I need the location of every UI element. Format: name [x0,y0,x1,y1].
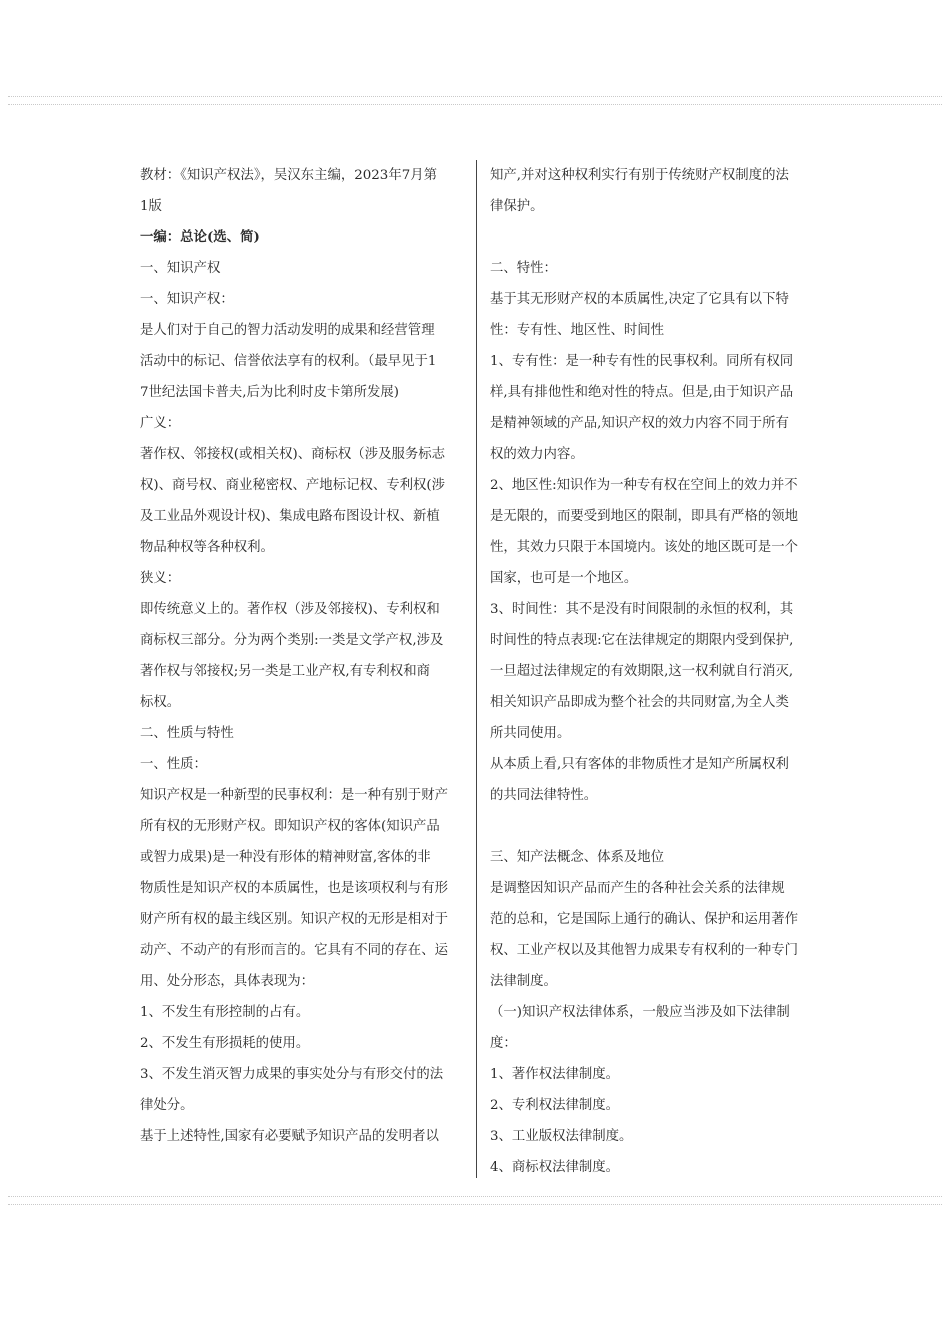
text-line: 即传统意义上的。著作权（涉及邻接权)、专利权和 [140,602,440,617]
footer-dotted-rule-2 [8,1204,942,1205]
blank-line [490,811,820,842]
text-line: 物品种权等各种权利。 [140,540,274,555]
text-line: 权、工业产权以及其他智力成果专有权利的一种专门 [490,943,798,958]
text-line: 所共同使用。 [490,726,571,741]
text-line: 样,具有排他性和绝对性的特点。但是,由于知识产品 [490,385,794,400]
right-text-column [490,160,820,1183]
footer-dotted-rule [8,1196,942,1197]
text-line: 及工业品外观设计权)、集成电路布图设计权、新植 [140,509,440,524]
text-line: 是无限的，而要受到地区的限制，即具有严格的领地 [490,509,798,524]
text-line: 律保护。 [490,199,544,214]
left-text-column [140,160,465,1152]
text-line: 范的总和，它是国际上通行的确认、保护和运用著作 [490,912,798,927]
text-line: 物质性是知识产权的本质属性，也是该项权利与有形 [140,881,448,896]
text-line: 度： [490,1036,517,1051]
text-line: 1、专有性：是一种专有性的民事权利。同所有权同 [490,354,794,369]
text-line: 7世纪法国卡普夫,后为比利时皮卡第所发展) [140,385,400,400]
text-line: 3、不发生消灭智力成果的事实处分与有形交付的法 [140,1067,444,1082]
text-line: 时间性的特点表现:它在法律规定的期限内受到保护, [490,633,794,648]
text-line: 性，其效力只限于本国境内。该处的地区既可是一个 [490,540,798,555]
subheading: 二、性质与特性 [140,726,234,741]
text-line: 基于其无形财产权的本质属性,决定了它具有以下特 [490,292,789,307]
text-line: 著作权与邻接权;另一类是工业产权,有专利权和商 [140,664,430,679]
text-line: 商标权三部分。分为两个类别:一类是文学产权,涉及 [140,633,444,648]
text-line: 广义： [140,416,181,431]
text-line: 权的效力内容。 [490,447,584,462]
column-divider [476,160,477,1178]
text-line: 教材：《知识产权法》，吴汉东主编，2023年7月第 [140,168,438,183]
text-line: 律处分。 [140,1098,194,1113]
text-line: 相关知识产品即成为整个社会的共同财富,为全人类 [490,695,789,710]
text-line: 权)、商号权、商业秘密权、产地标记权、专利权(涉 [140,478,446,493]
text-line: 用、处分形态，具体表现为： [140,974,315,989]
text-line: 3、时间性：其不是没有时间限制的永恒的权利，其 [490,602,794,617]
text-line: 是人们对于自己的智力活动发明的成果和经营管理 [140,323,435,338]
text-line: 3、工业版权法律制度。 [490,1129,633,1144]
text-line: 是调整因知识产品而产生的各种社会关系的法律规 [490,881,785,896]
text-line: 2、不发生有形损耗的使用。 [140,1036,310,1051]
text-line: 是精神领域的产品,知识产权的效力内容不同于所有 [490,416,789,431]
text-line: 或智力成果)是一种没有形体的精神财富,客体的非 [140,850,431,865]
subheading: 一、性质： [140,757,207,772]
text-line: 从本质上看,只有客体的非物质性才是知产所属权利 [490,757,789,772]
text-line: 4、商标权法律制度。 [490,1160,620,1175]
subheading: 一、知识产权： [140,292,234,307]
subheading: 二、特性： [490,261,557,276]
text-line: 知识产权是一种新型的民事权利：是一种有别于财产 [140,788,448,803]
header-dotted-rule-2 [8,104,942,105]
text-line: 财产所有权的最主线区别。知识产权的无形是相对于 [140,912,448,927]
text-line: 2、专利权法律制度。 [490,1098,620,1113]
text-line: 基于上述特性,国家有必要赋予知识产品的发明者以 [140,1129,439,1144]
section-heading: 一编：总论(选、简) [140,229,260,245]
text-line: 1、著作权法律制度。 [490,1067,620,1082]
subheading: 三、知产法概念、体系及地位 [490,850,665,865]
text-line: （一)知识产权法律体系，一般应当涉及如下法律制 [490,1005,790,1020]
text-line: 的共同法律特性。 [490,788,598,803]
text-line: 狭义： [140,571,181,586]
text-line: 标权。 [140,695,181,710]
text-line: 国家，也可是一个地区。 [490,571,638,586]
blank-line [490,222,820,253]
subheading: 一、知识产权 [140,261,221,276]
text-line: 一旦超过法律规定的有效期限,这一权利就自行消灭, [490,664,794,679]
text-line: 法律制度。 [490,974,557,989]
text-line: 动产、不动产的有形而言的。它具有不同的存在、运 [140,943,448,958]
text-line: 1、不发生有形控制的占有。 [140,1005,310,1020]
text-line: 所有权的无形财产权。即知识产权的客体(知识产品 [140,819,440,834]
text-line: 1版 [140,199,162,214]
text-line: 2、地区性:知识作为一种专有权在空间上的效力并不 [490,478,798,493]
text-line: 性：专有性、地区性、时间性 [490,323,665,338]
header-dotted-rule [8,96,942,97]
text-line: 活动中的标记、信誉依法享有的权利。（最早见于1 [140,354,437,369]
text-line: 知产,并对这种权利实行有别于传统财产权制度的法 [490,168,789,183]
text-line: 著作权、邻接权(或相关权)、商标权（涉及服务标志 [140,447,446,462]
